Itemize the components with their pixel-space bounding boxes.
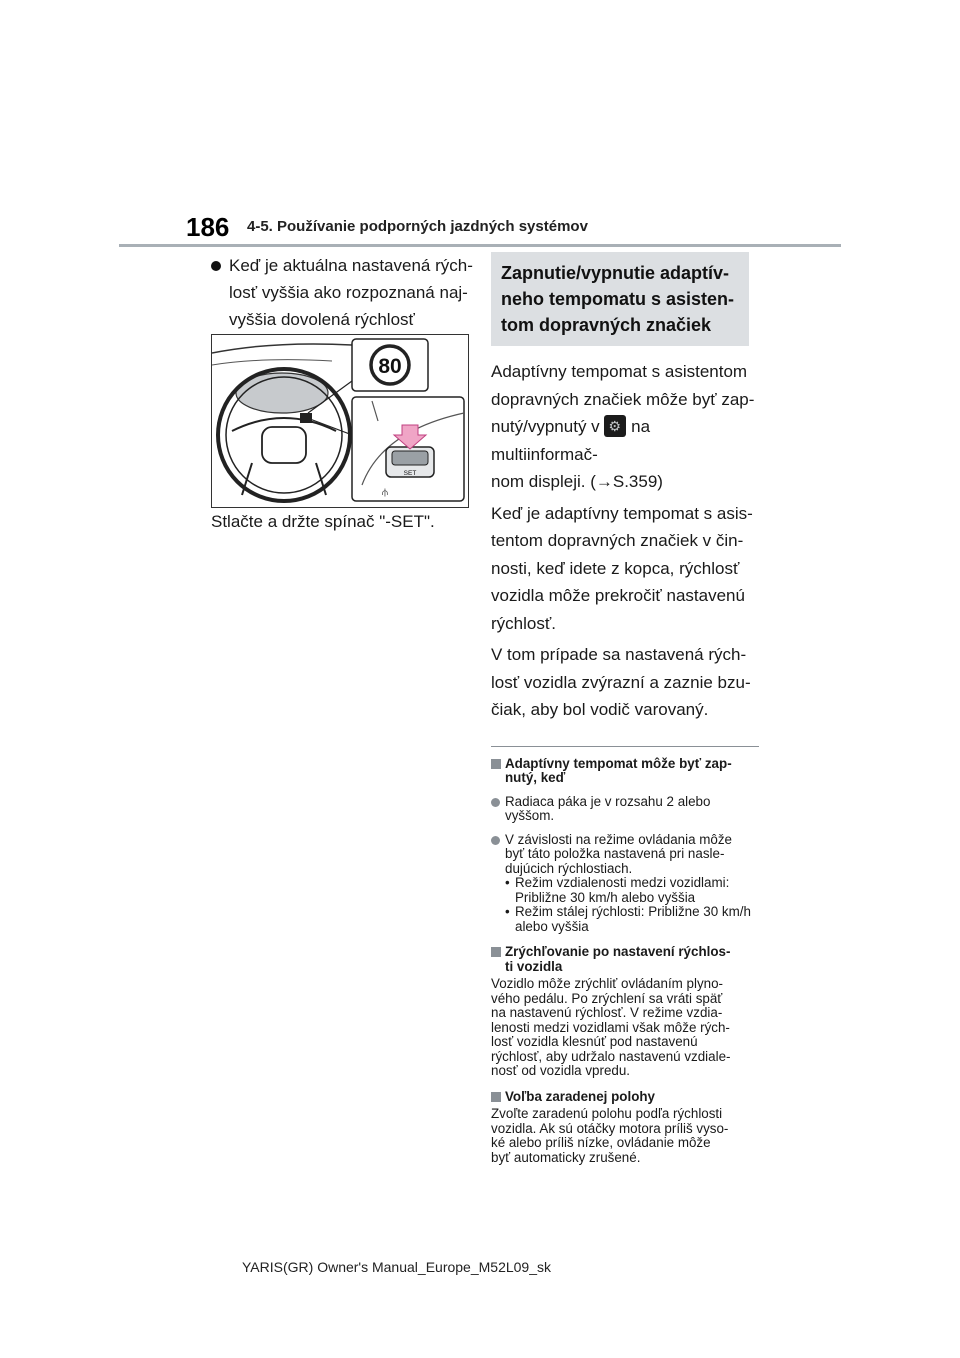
para-line: dopravných značiek môže byť zap-: [491, 389, 755, 409]
note-bullet: [491, 795, 759, 824]
note-line: rýchlosť, aby udržalo nastavenú vzdiale-: [491, 1048, 731, 1064]
para-line: tentom dopravných značiek v čin-: [491, 531, 744, 550]
para-line: nosti, keď idete z kopca, rýchlosť: [491, 558, 740, 578]
note-line: V závislosti na režime ovládania môže: [505, 831, 733, 847]
note-paragraph: [491, 1107, 759, 1165]
note-paragraph: [491, 977, 759, 1079]
note-subheading: [491, 757, 759, 786]
note-line: Približne 30 km/h alebo vyššia: [515, 889, 696, 905]
bullet-dot-icon: [211, 261, 221, 271]
footer-text: YARIS(GR) Owner's Manual_Europe_M52L09_sk: [242, 1259, 551, 1275]
paragraph-downhill: [491, 500, 759, 638]
note-line: vého pedálu. Po zrýchlení sa vráti späť: [491, 990, 723, 1006]
para-line: losť vozidla zvýrazní a zaznie bzu-: [491, 672, 751, 692]
circle-bullet-icon: [491, 798, 500, 807]
notes-divider: [491, 746, 759, 747]
note-line: vyššom.: [505, 808, 555, 823]
note-line: losť vozidla klesnúť pod nastavenú: [491, 1034, 698, 1049]
dash-bullet-icon: •: [505, 875, 510, 890]
subheading-line: Adaptívny tempomat môže byť zap-: [505, 755, 732, 771]
note-line: Radiaca páka je v rozsahu 2 alebo: [505, 793, 711, 809]
bullet-line: vyššia dovolená rýchlosť: [229, 310, 415, 329]
circle-bullet-icon: [491, 836, 500, 845]
para-line: Adaptívny tempomat s asistentom: [491, 362, 748, 381]
note-line: byť automaticky zrušené.: [491, 1149, 641, 1165]
note-line: dujúcich rýchlostiach.: [505, 860, 633, 876]
square-bullet-icon: [491, 759, 501, 769]
para-line: [491, 413, 759, 468]
subheading-line: nutý, keď: [505, 770, 566, 785]
para-fragment: na multiinformač-: [491, 417, 651, 464]
note-line: lenosti medzi vozidlami však môže rých-: [491, 1019, 730, 1035]
square-bullet-icon: [491, 947, 501, 957]
left-column: [211, 252, 473, 333]
heading-line: tom dopravných značiek: [501, 315, 712, 335]
para-line: čiak, aby bol vodič varovaný.: [491, 700, 709, 719]
note-line: alebo vyššia: [515, 918, 589, 934]
page-number: 186: [186, 212, 230, 242]
square-bullet-icon: [491, 1092, 501, 1102]
subheading-line: Voľba zaradenej polohy: [505, 1088, 656, 1104]
note-line: byť táto položka nastavená pri nasle-: [505, 846, 725, 861]
dash-item: [491, 905, 759, 934]
condition-bullet: [211, 252, 473, 333]
header-divider: [119, 244, 841, 247]
paragraph-toggle: [491, 358, 759, 496]
section-heading: [491, 252, 749, 346]
steering-wheel-illustration: [211, 334, 469, 508]
note-subheading: [491, 1090, 759, 1105]
para-line: nom displeji. (→S.359): [491, 472, 663, 491]
para-line: rýchlosť.: [491, 613, 556, 633]
note-line: Zvoľte zaradenú polohu podľa rýchlosti: [491, 1106, 723, 1121]
para-line: V tom prípade sa nastavená rých-: [491, 645, 747, 664]
bullet-line: losť vyššia ako rozpoznaná naj-: [229, 283, 468, 302]
set-switch-label: SET: [403, 470, 417, 477]
note-line: ké alebo príliš nízke, ovládanie môže: [491, 1135, 711, 1150]
note-line: Režim stálej rýchlosti: Približne 30 km/h: [515, 904, 751, 919]
svg-text:⫛: ⫛: [382, 487, 388, 498]
note-subheading: [491, 945, 759, 974]
speed-sign-value: 80: [378, 355, 402, 378]
note-bullet: [491, 833, 759, 877]
note-line: Vozidlo môže zrýchliť ovládaním plyno-: [491, 976, 724, 991]
dash-item: [491, 876, 759, 905]
right-column: [491, 252, 759, 1165]
subheading-line: Zrýchľovanie po nastavení rýchlos-: [505, 944, 731, 959]
note-line: Režim vzdialenosti medzi vozidlami:: [515, 875, 730, 890]
note-line: vozidla. Ak sú otáčky motora príliš vyso-: [491, 1120, 729, 1136]
note-line: na nastavenú rýchlosť. V režime vzdia-: [491, 1005, 723, 1020]
steering-wheel-drawing: [212, 335, 468, 507]
paragraph-warning: [491, 641, 759, 724]
section-title: 4-5. Používanie podporných jazdných systémov: [247, 218, 588, 235]
dash-bullet-icon: •: [505, 904, 510, 919]
heading-line: Zapnutie/vypnutie adaptív-: [501, 263, 730, 283]
heading-line: neho tempomatu s asisten-: [501, 289, 735, 309]
illustration-caption: Stlačte a držte spínač "-SET".: [211, 512, 435, 531]
note-line: nosť od vozidla vpredu.: [491, 1063, 631, 1078]
para-fragment: nutý/vypnutý v: [491, 417, 600, 436]
subheading-line: ti vozidla: [505, 958, 563, 974]
gear-icon: ⚙: [604, 415, 626, 437]
para-line: vozidla môže prekročiť nastavenú: [491, 586, 745, 605]
para-line: Keď je adaptívny tempomat s asis-: [491, 503, 753, 523]
bullet-line: Keď je aktuálna nastavená rých-: [229, 256, 473, 275]
